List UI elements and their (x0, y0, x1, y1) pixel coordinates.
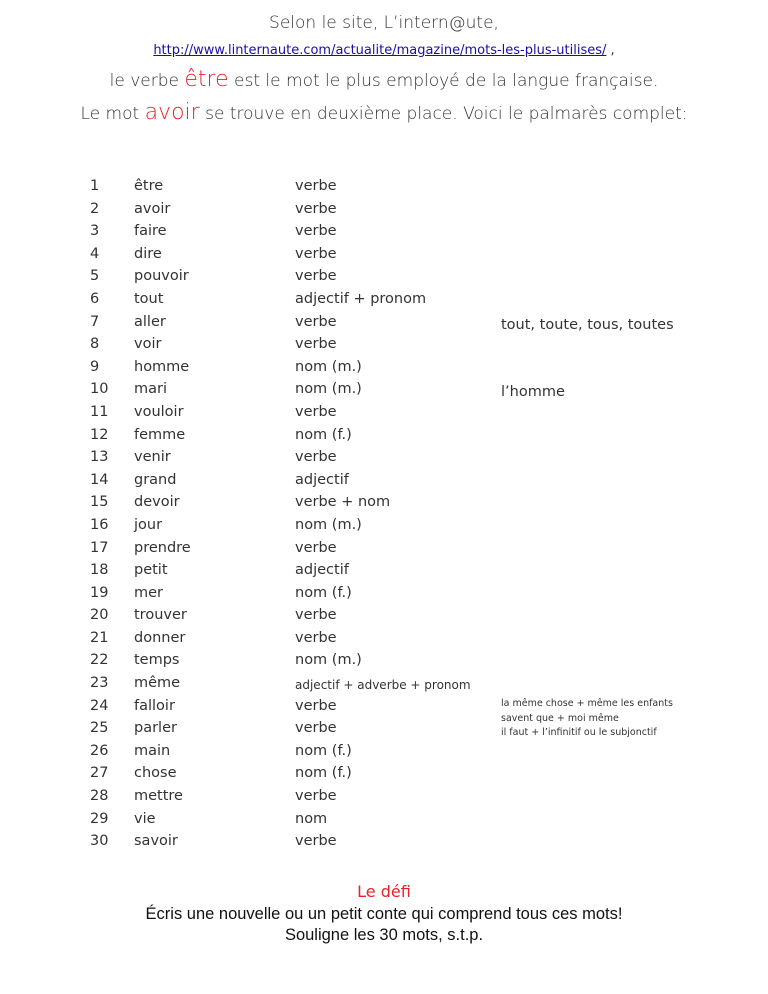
word-rank: 26 (90, 742, 109, 759)
word-rank: 16 (90, 516, 109, 533)
word-text: main (134, 742, 171, 759)
word-rank: 21 (90, 629, 109, 646)
word-category: verbe (295, 336, 337, 353)
word-category: adjectif + adverbe + pronom (295, 678, 471, 693)
word-text: grand (134, 471, 177, 488)
word-category: verbe (295, 449, 337, 466)
word-row (0, 381, 768, 404)
word-row (0, 359, 768, 382)
highlight-avoir: avoir (144, 100, 200, 125)
word-category: nom (m.) (295, 652, 362, 669)
note-meme-2: savent que + moi même (501, 712, 619, 724)
word-category: nom (295, 810, 328, 827)
word-row (0, 630, 768, 653)
note-meme-falloir (501, 697, 673, 741)
word-text: avoir (134, 200, 171, 217)
note-falloir: il faut + l’infinitif ou le subjonctif (501, 727, 657, 738)
word-text: prendre (134, 539, 191, 556)
word-rank: 5 (90, 268, 100, 285)
word-rank: 4 (90, 245, 100, 262)
word-text: vouloir (134, 403, 184, 420)
word-category: verbe (295, 178, 337, 194)
word-rank: 28 (90, 788, 109, 805)
word-row (0, 675, 768, 698)
word-rank: 19 (90, 584, 109, 601)
word-row (0, 540, 768, 563)
word-category: verbe (295, 788, 337, 805)
word-rank: 14 (90, 471, 109, 488)
word-text: femme (134, 426, 186, 443)
word-category: adjectif (295, 562, 349, 579)
word-row (0, 472, 768, 495)
word-row (0, 178, 768, 201)
word-text: aller (134, 313, 166, 330)
word-text: faire (134, 223, 167, 240)
word-text: chose (134, 765, 177, 782)
word-text: voir (134, 336, 162, 353)
challenge-title: Le défi (357, 882, 411, 901)
word-rank: 29 (90, 810, 109, 827)
word-category: nom (m.) (295, 516, 362, 533)
word-text: tout (134, 290, 164, 307)
intro-line-4-post: se trouve en deuxième place. Voici le palmarès complet: (199, 104, 688, 124)
intro-line-3 (0, 64, 768, 97)
word-rank: 20 (90, 607, 109, 624)
word-row (0, 765, 768, 788)
note-meme-1: la même chose + même les enfants (501, 698, 673, 709)
word-row (0, 449, 768, 472)
word-row (0, 268, 768, 291)
word-rank: 6 (90, 290, 100, 307)
word-row (0, 336, 768, 359)
word-row (0, 291, 768, 314)
intro-line-4-pre: Le mot (80, 104, 145, 124)
word-category: nom (f.) (295, 765, 352, 782)
word-category: verbe (295, 629, 337, 646)
word-rank: 23 (90, 675, 109, 692)
word-category: verbe (295, 313, 337, 330)
highlight-etre: être (184, 67, 229, 92)
word-rank: 27 (90, 765, 109, 782)
word-text: falloir (134, 697, 175, 714)
word-rank: 24 (90, 697, 109, 714)
source-link-line (0, 38, 768, 64)
word-row (0, 494, 768, 517)
word-text: temps (134, 652, 180, 669)
word-rank: 13 (90, 449, 109, 466)
word-category: verbe + nom (295, 494, 391, 511)
word-row (0, 585, 768, 608)
word-category: verbe (295, 697, 337, 714)
word-rank: 2 (90, 200, 100, 217)
word-text: venir (134, 449, 171, 466)
note-tout: tout, toute, tous, toutes (501, 317, 674, 333)
word-text: dire (134, 245, 162, 262)
word-rank: 3 (90, 223, 100, 240)
word-row (0, 833, 768, 856)
word-category: adjectif (295, 471, 349, 488)
word-text: être (134, 178, 164, 194)
word-text: vie (134, 810, 156, 827)
word-rank: 12 (90, 426, 109, 443)
word-list (0, 178, 768, 856)
word-text: parler (134, 720, 177, 737)
word-rank: 8 (90, 336, 100, 353)
word-rank: 11 (90, 403, 109, 420)
word-row (0, 788, 768, 811)
word-text: trouver (134, 607, 187, 624)
word-text: même (134, 675, 181, 692)
word-category: verbe (295, 268, 337, 285)
intro-line-3-pre: le verbe (109, 71, 185, 91)
word-category: verbe (295, 245, 337, 262)
word-rank: 22 (90, 652, 109, 669)
word-rank: 9 (90, 358, 100, 375)
word-text: mari (134, 381, 168, 398)
word-text: savoir (134, 833, 178, 850)
word-category: verbe (295, 223, 337, 240)
word-category: nom (m.) (295, 358, 362, 375)
word-text: mer (134, 584, 164, 601)
word-row (0, 517, 768, 540)
challenge-line-1: Écris une nouvelle ou un petit conte qui comprend tous ces mots! (145, 905, 623, 923)
word-row (0, 427, 768, 450)
word-category: verbe (295, 403, 337, 420)
word-category: nom (f.) (295, 742, 352, 759)
source-link[interactable]: http://www.linternaute.com/actualite/magazine/mots-les-plus-utilises/ (153, 43, 607, 58)
word-category: verbe (295, 607, 337, 624)
intro-line-3-post: est le mot le plus employé de la langue française. (228, 71, 659, 91)
header (0, 8, 768, 130)
link-suffix: , (606, 43, 615, 58)
word-rank: 30 (90, 833, 109, 850)
word-text: devoir (134, 494, 180, 511)
word-row (0, 562, 768, 585)
word-row (0, 652, 768, 675)
word-category: verbe (295, 200, 337, 217)
word-row (0, 607, 768, 630)
word-rank: 18 (90, 562, 109, 579)
word-text: pouvoir (134, 268, 189, 285)
challenge-line-2: Souligne les 30 mots, s.t.p. (284, 926, 484, 944)
word-text: mettre (134, 788, 183, 805)
word-text: homme (134, 358, 190, 375)
note-homme: l’homme (501, 384, 565, 400)
word-category: adjectif + pronom (295, 290, 427, 307)
word-rank: 17 (90, 539, 109, 556)
word-category: nom (m.) (295, 381, 362, 398)
word-rank: 25 (90, 720, 109, 737)
word-row (0, 404, 768, 427)
word-rank: 15 (90, 494, 109, 511)
word-text: jour (134, 516, 163, 533)
intro-line-1: Selon le site, L’intern@ute, (269, 13, 499, 33)
word-row (0, 743, 768, 766)
word-rank: 10 (90, 381, 109, 398)
word-category: verbe (295, 539, 337, 556)
word-text: petit (134, 562, 168, 579)
word-category: nom (f.) (295, 426, 352, 443)
word-rank: 1 (90, 178, 100, 194)
word-rank: 7 (90, 313, 100, 330)
word-row (0, 246, 768, 269)
intro-line-4 (0, 97, 768, 130)
challenge (0, 880, 768, 946)
word-text: donner (134, 629, 186, 646)
word-category: verbe (295, 833, 337, 850)
word-category: nom (f.) (295, 584, 352, 601)
word-row (0, 223, 768, 246)
word-row (0, 201, 768, 224)
word-category: verbe (295, 720, 337, 737)
word-row (0, 811, 768, 834)
